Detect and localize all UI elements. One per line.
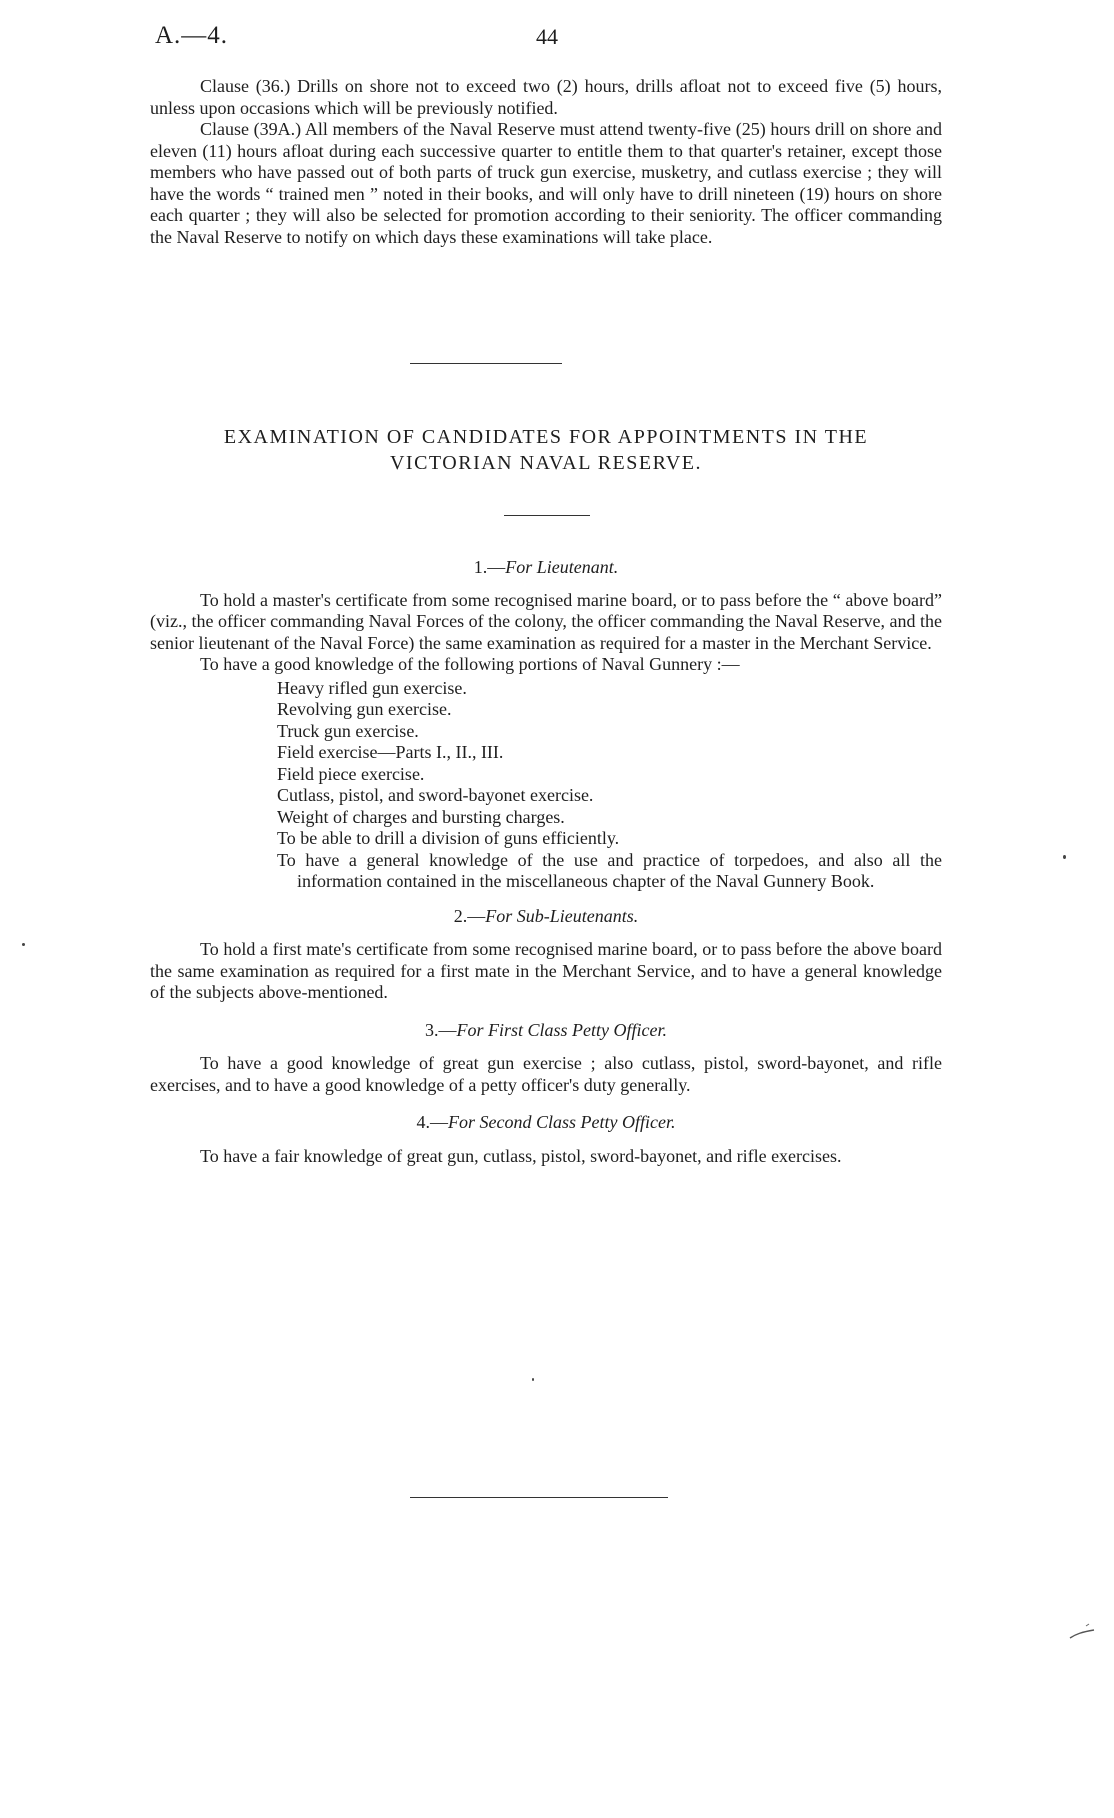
clause-39a: Clause (39A.) All members of the Naval Reserve must attend twenty-five (25) hours drill on shore and eleven (11) hours afloat during each successive quarter to entitle them to that quarter's retainer, except those members who have passed out of both parts of truck gun exercise, musketry, and cutlass exercise ; they will have the words “ trained men ” noted in their books, and will only have to drill nineteen (19) hours on shore each quarter ; they will also be selected for promotion according to their seniority. The officer commanding the Naval Reserve to notify on which days these examinations will take place. xyxy=(150,119,942,247)
page-number: 44 xyxy=(536,24,558,49)
clauses-block xyxy=(150,76,942,248)
title-line-2: VICTORIAN NAVAL RESERVE. xyxy=(389,452,702,474)
pencil-mark xyxy=(1068,1622,1098,1642)
list-item: Weight of charges and bursting charges. xyxy=(277,806,565,827)
document-title xyxy=(150,424,942,476)
section-heading-sub-lieutenants: 2.—For Sub-Lieutenants. xyxy=(453,905,639,926)
list-item: Truck gun exercise. xyxy=(277,720,419,741)
examination-sections xyxy=(150,557,942,1167)
clause-36: Clause (36.) Drills on shore not to exceed two (2) hours, drills afloat not to exceed five (5) hours, unless upon occasions which will be previously notified. xyxy=(150,76,942,118)
ink-speck xyxy=(532,1378,534,1381)
divider-bottom xyxy=(410,1497,668,1498)
second-class-paragraph: To have a fair knowledge of great gun, cutlass, pistol, sword-bayonet, and rifle exercises. xyxy=(200,1145,842,1166)
list-item: Field exercise—Parts I., II., III. xyxy=(277,742,504,762)
ink-speck xyxy=(22,943,25,946)
lieutenant-paragraph-2: To have a good knowledge of the following portions of Naval Gunnery :— xyxy=(200,654,740,674)
divider-top xyxy=(410,363,562,364)
first-class-paragraph: To have a good knowledge of great gun exercise ; also cutlass, pistol, sword-bayonet, and rifle exercises, and to have a good knowledge of a petty officer's duty generally. xyxy=(150,1053,942,1095)
section-heading-second-class-petty-officer: 4.—For Second Class Petty Officer. xyxy=(416,1112,676,1132)
list-item: To be able to drill a division of guns efficiently. xyxy=(277,828,620,848)
divider-title xyxy=(504,515,590,516)
list-item: Cutlass, pistol, and sword-bayonet exercise. xyxy=(277,785,594,805)
lieutenant-paragraph-1: To hold a master's certificate from some recognised marine board, or to pass before the “ above board” (viz., the officer commanding Naval Forces of the colony, the officer commanding the Naval Reserve, and the senior lieutenant of the Naval Force) the same examination as required for a master in the Merchant Service. xyxy=(150,589,942,653)
section-heading-lieutenant: 1.—For Lieutenant. xyxy=(473,557,619,577)
ink-speck xyxy=(1063,855,1066,859)
sub-lieutenants-paragraph: To hold a first mate's certificate from some recognised marine board, or to pass before the above board the same examination as required for a first mate in the Merchant Service, and to have a general knowledge of the subjects above-mentioned. xyxy=(150,939,942,1002)
gunnery-list xyxy=(150,678,942,893)
list-item: Revolving gun exercise. xyxy=(277,699,452,719)
list-item: To have a general knowledge of the use and practice of torpedoes, and also all the information contained in the miscellaneous chapter of the Naval Gunnery Book. xyxy=(277,849,942,891)
document-reference: A.—4. xyxy=(155,22,229,49)
list-item: Field piece exercise. xyxy=(277,763,425,784)
section-heading-first-class-petty-officer: 3.—For First Class Petty Officer. xyxy=(425,1019,667,1040)
list-item: Heavy rifled gun exercise. xyxy=(277,677,467,698)
title-line-1: EXAMINATION OF CANDIDATES FOR APPOINTMENTS IN THE xyxy=(223,426,869,448)
